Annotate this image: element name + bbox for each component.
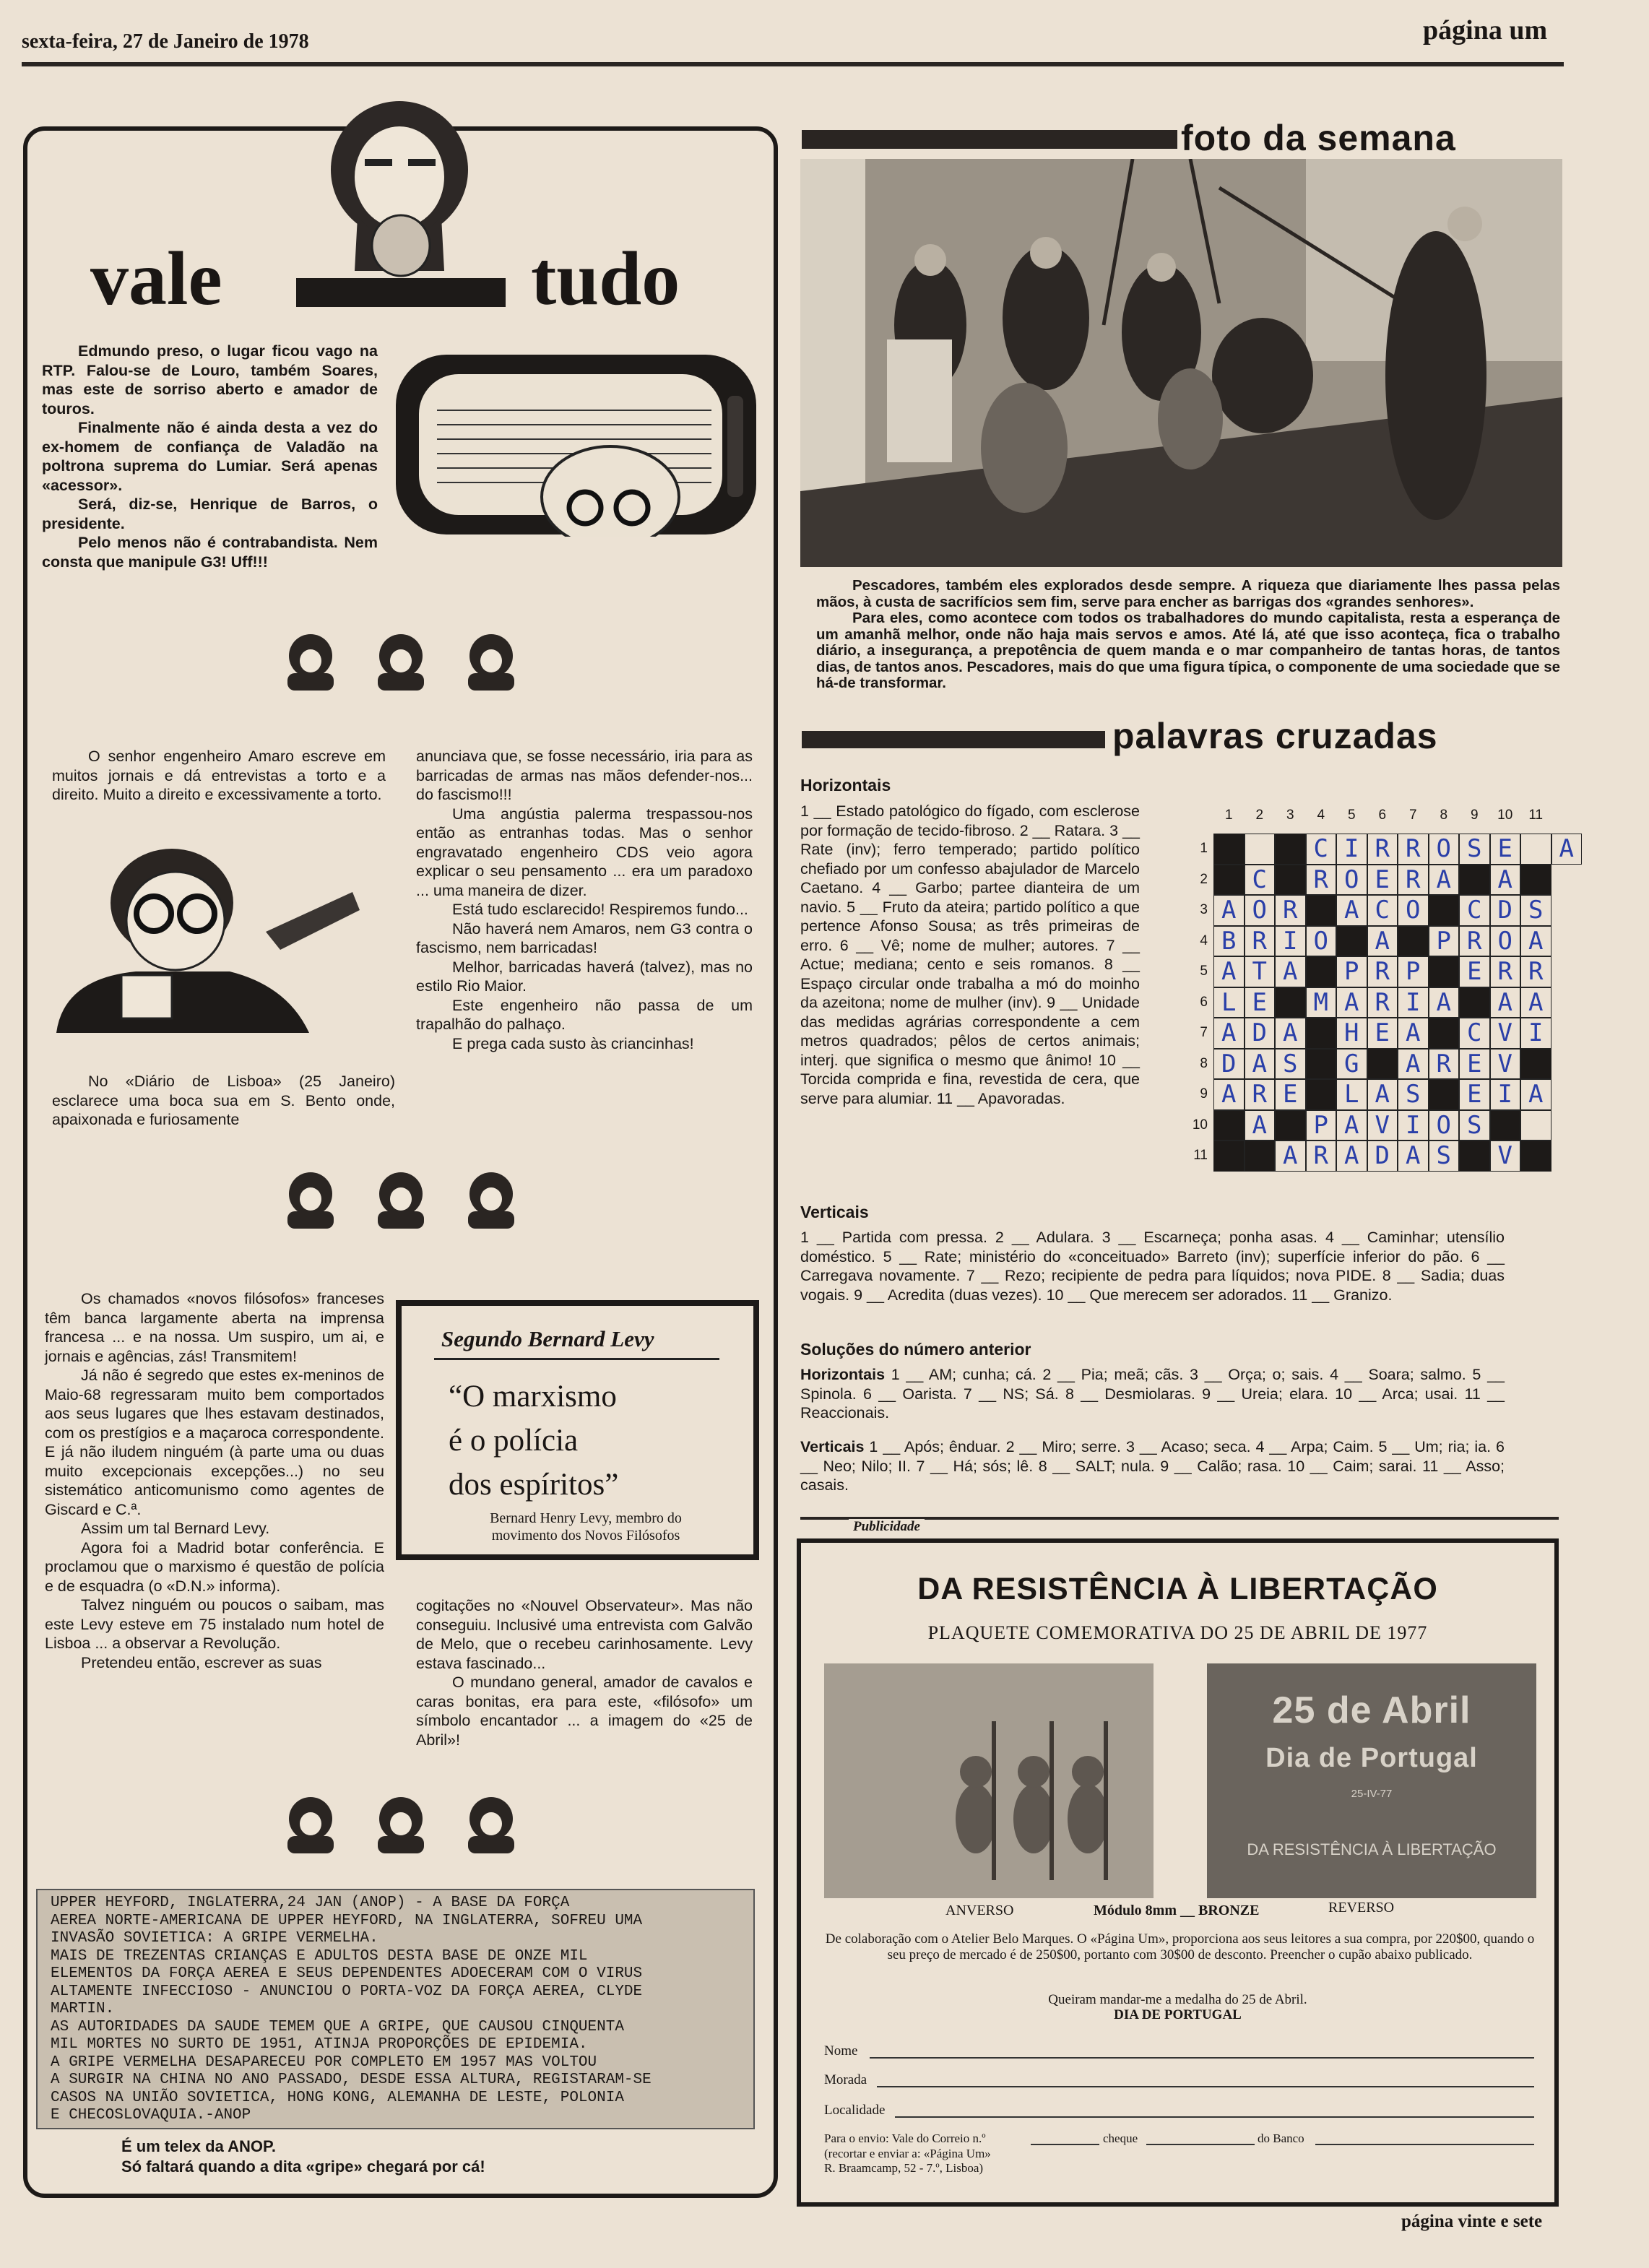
fishermen-photo [800,159,1562,567]
grid-black-cell [1306,1018,1337,1049]
amaro-paragraph: Está tudo esclarecido! Respiremos fundo... [452,901,748,918]
handwritten-letter: A [1221,1080,1237,1109]
amaro-paragraph: Não haverá nem Amaros, nem G3 contra o fascismo, nem barricadas! [416,919,753,956]
ad-label: Publicidade [849,1519,925,1535]
grid-col-number: 6 [1378,808,1387,823]
ad-box [797,1538,1559,2207]
grid-row-number: 8 [1200,1055,1208,1071]
verticais-clues: 1 __ Partida com pressa. 2 __ Adulara. 3 __ Escarneça; ponha asas. 4 __ Caminhar; utensílio doméstico. 5 __ Rate; ministério do «conceituado» Barreto (inv); superfície inferior do pão. 6 __ Carregava novamente. 7 __ Rezo; recipiente de pedra para líquidos; nova PIDE. 8 __ Sadia; duas vogais. 9 __ Acredita (duas vezes). 10 __ Que merecem ser adorados. 11 __ Granizo. [800,1229,1505,1304]
handwritten-letter: E [1252,987,1267,1017]
order-line-2: DIA DE PORTUGAL [1114,2007,1242,2022]
grid-black-cell [1213,865,1245,896]
handwritten-letter: E [1467,1080,1482,1109]
grid-row-number: 5 [1200,964,1208,979]
handwritten-letter: A [1497,987,1512,1017]
grid-row-number: 1 [1200,841,1208,856]
telex-line: ELEMENTOS DA FORÇA AEREA E SEUS DEPENDENTES ADOECERAM COM O VIRUS [51,1965,643,1982]
horizontais-clues: 1 __ Estado patológico do fígado, com esclerose por formação de tecido-fibroso. 2 __ Ratara. 3 __ Rate (inv); ferro temperado; partido político chefiado por um confesso abajulador de Marcelo Caetano. 4 __ Garbo; partee dianteira de um navio. 5 __ Fruto da ateira; partido político a que pertence Afonso Sousa; as três primeiras de erro. 6 __ Vê; nome de mulher; autores. 7 __ Actue; mediana; cento e seis romanos. 8 __ Espaço circular onde trabalha a mó do moinho da azeitona; nome de mulher (inv). 9 __ Unidade das medidas agrárias correspondente a cem metros quadrados; pêlos de certos animais; interj. que significa o mesmo que ânimo! 10 __ Torcida comprida e fina, revestida de cera, que serve para alumiar. 11 __ Apavoradas. [800,802,1140,1107]
handwritten-letter: R [1252,926,1267,956]
grid-col-number: 7 [1408,808,1417,823]
grid-row-number: 3 [1200,902,1208,917]
intro-text [42,342,378,571]
grid-black-cell [1306,895,1337,926]
handwritten-letter: C [1467,896,1482,925]
levy-paragraph: Já não é segredo que estes ex-meninos de Maio-68 regressaram muito bem comportados aos seus lugares que lhes estavam destinados, com os prestígios e a maçaroca correspondente. E já não iludem ninguém (à parte uma ou duas muito excepcionais excepções...) no seu sistemático anticomunismo como agentes de Giscard e C.ª. [45,1367,384,1518]
medal-obverse-image [824,1663,1154,1898]
amaro-paragraph: anunciava que, se fosse necessário, iria para as barricadas de armas nas mãos defender-nos... do fascismo!!! [416,748,753,803]
handwritten-letter: A [1283,1141,1298,1170]
handwritten-letter: O [1344,865,1359,894]
handwritten-letter: I [1283,926,1298,956]
levy-quote-box [396,1300,759,1560]
telex-footer-line: Só faltará quando a dita «gripe» chegará por cá! [121,2157,485,2176]
handwritten-letter: R [1283,896,1298,925]
handwritten-letter: P [1313,1110,1328,1140]
marx-tongue-illustration [293,90,509,311]
handwritten-letter: D [1252,1018,1267,1047]
handwritten-letter: T [1252,957,1267,986]
handwritten-letter: R [1497,957,1512,986]
handwritten-letter: V [1497,1049,1512,1078]
intro-paragraph: Finalmente não é ainda desta a vez do ex-homem de confiança de Valadão na poltrona suprema do Lumiar. Será apenas «acessor». [42,419,378,494]
handwritten-letter: A [1559,834,1574,863]
telex-line: E CHECOSLOVAQUIA.-ANOP [51,2107,251,2124]
quote-rule [434,1358,719,1360]
grid-black-cell [1213,1141,1245,1172]
grid-black-cell [1275,1110,1306,1141]
handwritten-letter: R [1406,865,1421,894]
foto-caption-paragraph: Para eles, como acontece com todos os trabalhadores do mundo capitalista, resta a esperança de um amanhã melhor, onde não haja mais servos e amos. Até lá, até que isso aconteça, fica o trabalho diário, a insegurança, a prepotência de quem manda e o mar companheiro de tantas horas, de tantos dias, de tantos anos. Pescadores, mais do que uma figura típica, o componente de uma sociedade que se há-de transformar. [816,610,1560,691]
levy-paragraph: O mundano general, amador de cavalos e caras bonitas, era para este, «filósofo» um símbolo encantador ... a imagem do «25 de Abril»! [416,1674,753,1749]
telex-line: MAIS DE TREZENTAS CRIANÇAS E ADULTOS DESTA BASE DE ONZE MIL [51,1947,588,1965]
tudo-title: tudo [531,236,680,321]
sol-v-label: Verticais [800,1438,865,1455]
amaro-paragraph: Uma angústia palerma trespassou-nos então as entranhas todas. Mas o senhor engravatado engenheiro CDS veio agora explicar o seu pensamento ... era um paradoxo ... uma maneira de dizer. [416,805,753,899]
grid-row-number: 11 [1193,1148,1208,1163]
marx-head-separator [282,628,520,693]
grid-col-number: 1 [1224,808,1233,823]
amaro-paragraph: No «Diário de Lisboa» (25 Janeiro) esclarece uma boca sua em S. Bento onde, apaixonada e furiosamente [52,1073,395,1128]
handwritten-letter: P [1406,957,1421,986]
intro-paragraph: Será, diz-se, Henrique de Barros, o presidente. [42,495,378,532]
handwritten-letter: A [1375,926,1390,956]
page-name: página um [1423,15,1548,46]
sol-h-text: 1 __ AM; cunha; cá. 2 __ Pia; meã; cãs. 3 __ Orça; o; sais. 4 __ Soara; salmo. 5 __ Spinola. 6 __ Oarista. 7 __ NS; Sá. 8 __ Desmiolaras. 9 __ Ureia; elara. 10 __ Arca; usai. 11 __ Reaccionais. [800,1366,1505,1421]
medal-title: 25 de Abril [1272,1689,1471,1731]
grid-black-cell [1336,926,1367,957]
levy-paragraph: Agora foi a Madrid botar conferência. E proclamou que o marxismo é questão de polícia e de esquadra (o «D.N.» informa). [45,1538,384,1595]
banco-input-line[interactable] [1315,2144,1534,2145]
handwritten-letter: A [1528,987,1544,1017]
verticais-title: Verticais [800,1203,869,1221]
handwritten-letter: R [1467,926,1482,956]
handwritten-letter: D [1221,1049,1237,1078]
telex-footer [121,2137,485,2177]
medal-reverse-image [1207,1663,1536,1898]
handwritten-letter: A [1221,957,1237,986]
handwritten-letter: O [1436,834,1451,863]
grid-black-cell [1429,1079,1460,1110]
grid-black-cell [1275,834,1306,865]
sol-v-text: 1 __ Após; ênduar. 2 __ Miro; serre. 3 __ Acaso; seca. 4 __ Arpa; Caim. 5 __ Um; ria; ia. 6 __ Neo; Nilo; II. 7 __ Há; sós; lê. 8 __ SALT; nula. 9 __ Calão; rasa. 10 __ Caim; sarai. 11 __ Asso; casais. [800,1438,1505,1494]
telex-line: MIL MORTES NO SURTO DE 1951, ATINJA PROPORÇÕES DE EPIDEMIA. [51,2036,588,2053]
telex-line: AS AUTORIDADES DA SAUDE TEMEM QUE A GRIPE, QUE CAUSOU CINQUENTA [51,2018,624,2035]
grid-cell[interactable] [1520,834,1551,865]
handwritten-letter: A [1497,865,1512,894]
handwritten-letter: V [1497,1141,1512,1170]
handwritten-letter: A [1344,1141,1359,1170]
grid-black-cell [1429,956,1460,987]
grid-black-cell [1245,1141,1276,1172]
amaro-paragraph: Este engenheiro não passa de um trapalhão do palhaço. [416,996,753,1033]
footer-page: página vinte e sete [1401,2212,1543,2231]
handwritten-letter: R [1313,1141,1328,1170]
nome-input-line[interactable] [870,2057,1534,2059]
handwritten-letter: O [1406,896,1421,925]
handwritten-letter: R [1406,834,1421,863]
grid-black-cell [1490,1110,1521,1141]
grid-black-cell [1367,1049,1398,1080]
grid-black-cell [1213,834,1245,865]
telex-line: INVASÃO SOVIETICA: A GRIPE VERMELHA. [51,1930,378,1947]
grid-col-number: 9 [1470,808,1479,823]
handwritten-letter: D [1375,1141,1390,1170]
handwritten-letter: V [1497,1018,1512,1047]
cheque-input-line[interactable] [1146,2144,1255,2145]
handwritten-letter: B [1221,926,1237,956]
levy-paragraph: Talvez ninguém ou poucos o saibam, mas este Levy esteve em 75 instalado num hotel de Lisboa ... a observar a Revolução. [45,1596,384,1652]
grid-col-number: 5 [1347,808,1356,823]
handwritten-letter: M [1313,987,1328,1017]
foto-caption-paragraph: Pescadores, também eles explorados desde sempre. A riqueza que diariamente lhes passa pelas mãos, à custa de sacrifícios sem fim, serve para encher as barrigas dos «grandes senhores». [816,577,1560,610]
handwritten-letter: S [1406,1080,1421,1109]
handwritten-letter: A [1252,1110,1267,1140]
grid-col-number: 2 [1255,808,1264,823]
quote-line: é o polícia [449,1424,579,1458]
medal-subtitle: Dia de Portugal [1265,1743,1478,1773]
handwritten-letter: R [1375,987,1390,1017]
handwritten-letter: A [1406,1141,1421,1170]
order-line: Queiram mandar-me a medalha do 25 de Abril. [1048,1992,1307,2007]
ad-subtitle: PLAQUETE COMEMORATIVA DO 25 DE ABRIL DE 1977 [927,1622,1428,1643]
grid-col-number: 4 [1317,808,1325,823]
handwritten-letter: A [1283,1018,1298,1047]
vale-input-line[interactable] [1031,2144,1099,2145]
header-rule [22,62,1564,66]
grid-black-cell [1459,987,1490,1018]
telex-line: UPPER HEYFORD, INGLATERRA,24 JAN (ANOP) - A BASE DA FORÇA [51,1895,570,1911]
handwritten-letter: E [1467,957,1482,986]
handwritten-letter: R [1313,865,1328,894]
levy-col1 [45,1289,384,1672]
handwritten-letter: S [1528,896,1544,925]
marx-head-separator [282,1167,520,1232]
foto-title: foto da semana [1181,118,1456,158]
grid-black-cell [1398,926,1429,957]
grid-black-cell [1520,1141,1551,1172]
grid-row-number: 4 [1200,932,1208,948]
handwritten-letter: A [1406,1049,1421,1078]
intro-paragraph: Edmundo preso, o lugar ficou vago na RTP. Falou-se de Louro, também Soares, mas este de sorriso aberto e amador de touros. [42,342,378,417]
reverso-label: REVERSO [1328,1900,1395,1916]
grid-black-cell [1520,865,1551,896]
handwritten-letter: L [1221,987,1237,1017]
horizontais-title: Horizontais [800,776,891,795]
grid-black-cell [1520,1049,1551,1080]
amaro-paragraph: O senhor engenheiro Amaro escreve em muitos jornais e dá entrevistas a torto e a direito. Muito a direito e excessivamente a torto. [52,748,386,803]
amaro-paragraph: E prega cada susto às criancinhas! [452,1034,694,1052]
grid-black-cell [1306,1079,1337,1110]
telex-line: A GRIPE VERMELHA DESAPARECEU POR COMPLETO EM 1957 MAS VOLTOU [51,2053,597,2071]
crossword-title-bar [802,731,1105,748]
handwritten-letter: E [1497,834,1512,863]
modulo-label: Módulo 8mm __ BRONZE [1094,1903,1260,1918]
telex-line: AEREA NORTE-AMERICANA DE UPPER HEYFORD, NA INGLATERRA, SOFREU UMA [51,1912,643,1929]
nome-label: Nome [824,2043,858,2059]
handwritten-letter: O [1313,926,1328,956]
telex-line: CASOS NA UNIÃO SOVIETICA, HONG KONG, ALEMANHA DE LESTE, POLONIA [51,2089,624,2106]
grid-col-number: 3 [1286,808,1294,823]
handwritten-letter: A [1375,1080,1390,1109]
handwritten-letter: S [1467,834,1482,863]
handwritten-letter: A [1436,865,1451,894]
handwritten-letter: V [1375,1110,1390,1140]
cheque-label: cheque [1103,2131,1138,2145]
handwritten-letter: O [1436,1110,1451,1140]
handwritten-letter: I [1497,1080,1512,1109]
amaro-col1b [52,1072,395,1130]
solutions-title: Soluções do número anterior [800,1340,1031,1359]
grid-col-number: 10 [1497,808,1513,823]
handwritten-letter: A [1221,1018,1237,1047]
levy-paragraph: Assim um tal Bernard Levy. [81,1520,270,1537]
grid-row-number: 10 [1192,1117,1208,1133]
grid-col-number: 8 [1440,808,1448,823]
foto-caption [816,578,1560,692]
vale-title: vale [90,236,222,321]
localidade-label: Localidade [824,2103,886,2118]
medal-bottom-text: DA RESISTÊNCIA À LIBERTAÇÃO [1247,1840,1497,1858]
quote-header: Segundo Bernard Levy [441,1326,654,1351]
handwritten-letter: G [1344,1049,1359,1078]
localidade-input-line[interactable] [895,2116,1534,2118]
sol-h-label: Horizontais [800,1366,886,1383]
quote-line: “O marxismo [449,1380,617,1414]
levy-col2 [416,1596,753,1749]
grid-black-cell [1429,1018,1460,1049]
grid-black-cell [1306,956,1337,987]
handwritten-letter: A [1283,957,1298,986]
amaro-caricature [49,841,389,1033]
grid-black-cell [1275,865,1306,896]
quote-caption: Bernard Henry Levy, membro do movimento dos Novos Filósofos [490,1510,682,1544]
handwritten-letter: A [1528,926,1544,956]
ad-title: DA RESISTÊNCIA À LIBERTAÇÃO [917,1572,1438,1606]
grid-black-cell [1306,1049,1337,1080]
handwritten-letter: I [1406,1110,1421,1140]
handwritten-letter: H [1344,1018,1359,1047]
handwritten-letter: S [1436,1141,1451,1170]
anverso-label: ANVERSO [945,1903,1014,1918]
grid-row-number: 2 [1200,871,1208,887]
handwritten-letter: S [1283,1049,1298,1078]
handwritten-letter: R [1375,957,1390,986]
handwritten-letter: A [1406,1018,1421,1047]
levy-paragraph: Pretendeu então, escrever as suas [81,1653,322,1671]
envio-label: Para o envio: Vale do Correio n.º [824,2131,986,2145]
crossword-title: palavras cruzadas [1112,716,1438,756]
amaro-col2 [416,747,753,1053]
handwritten-letter: R [1375,834,1390,863]
grid-col-number: 11 [1528,808,1544,823]
handwritten-letter: P [1436,926,1451,956]
intro-paragraph: Pelo menos não é contrabandista. Nem consta que manipule G3! Uff!!! [42,534,378,571]
handwritten-letter: A [1221,896,1237,925]
grid-black-cell [1213,1110,1245,1141]
handwritten-letter: O [1252,896,1267,925]
tv-illustration [394,352,758,537]
quote-line: dos espíritos” [449,1468,619,1502]
grid-black-cell [1459,1141,1490,1172]
telex-line: A SURGIR NA CHINA NO ANO PASSADO, DESDE ESSA ALTURA, REGISTARAM-SE [51,2072,652,2088]
levy-paragraph: cogitações no «Nouvel Observateur». Mas não conseguiu. Inclusivé uma entrevista com Galvão de Melo, que o recebeu carinhosamente. Levy estava fascinado... [416,1597,753,1672]
handwritten-letter: E [1283,1080,1298,1109]
handwritten-letter: R [1436,1049,1451,1078]
handwritten-letter: O [1497,926,1512,956]
handwritten-letter: A [1344,987,1359,1017]
grid-black-cell [1429,895,1460,926]
handwritten-letter: R [1528,957,1544,986]
solutions-horizontal [800,1365,1505,1423]
morada-input-line[interactable] [877,2086,1534,2087]
handwritten-letter: A [1344,896,1359,925]
solutions-vertical [800,1437,1505,1495]
telex-line: MARTIN. [51,2001,115,2017]
handwritten-letter: P [1344,957,1359,986]
grid-black-cell [1275,987,1306,1018]
handwritten-letter: A [1344,1110,1359,1140]
grid-black-cell [1459,865,1490,896]
grid-row-number: 9 [1200,1086,1208,1101]
ad-address-line: R. Braamcamp, 52 - 7.º, Lisboa) [824,2161,984,2175]
handwritten-letter: D [1497,896,1512,925]
handwritten-letter: R [1252,1080,1267,1109]
ad-address [824,2147,991,2176]
amaro-paragraph: Melhor, barricadas haverá (talvez), mas no estilo Rio Maior. [416,958,753,995]
telex-footer-line: É um telex da ANOP. [121,2137,276,2155]
marx-head-separator [282,1791,520,1856]
morada-label: Morada [824,2072,867,2087]
handwritten-letter: C [1467,1018,1482,1047]
quote-text [449,1375,618,1507]
handwritten-letter: I [1406,987,1421,1017]
handwritten-letter: E [1467,1049,1482,1078]
handwritten-letter: E [1375,1018,1390,1047]
handwritten-letter: C [1375,896,1390,925]
handwritten-letter: S [1467,1110,1482,1140]
telex-line: ALTAMENTE INFECCIOSO - ANUNCIOU O PORTA-VOZ DA FORÇA AEREA, CLYDE [51,1983,643,2000]
grid-row-number: 7 [1200,1025,1208,1040]
handwritten-letter: I [1528,1018,1544,1047]
grid-cell[interactable] [1520,1110,1551,1141]
handwritten-letter: C [1252,865,1267,894]
handwritten-letter: L [1344,1080,1359,1109]
handwritten-letter: E [1375,865,1390,894]
banco-label: do Banco [1258,2131,1304,2145]
handwritten-letter: C [1313,834,1328,863]
foto-title-bar [802,130,1177,149]
grid-row-number: 6 [1200,994,1208,1010]
levy-paragraph: Os chamados «novos filósofos» franceses têm banca largamente aberta na imprensa francesa ... e na nossa. Um suspiro, um ai, e jornais e agências, zás! Transmitem! [45,1290,384,1365]
ad-description: De colaboração com o Atelier Belo Marques. O «Página Um», proporciona aos seus leitores a sua compra, por 220$00, quando o seu preço de mercado é de 250$00, portanto com 30$00 de desconto. Preencher o cupão abaixo publicado. [825,1931,1535,1962]
issue-date: sexta-feira, 27 de Janeiro de 1978 [22,30,309,53]
ad-address-line: (recortar e enviar a: «Página Um» [824,2147,991,2160]
crossword-grid [1185,802,1574,1177]
anop-telex [36,1889,755,2129]
amaro-col1 [52,747,386,805]
grid-cell[interactable] [1245,834,1276,865]
medal-date: 25-IV-77 [1351,1788,1393,1800]
handwritten-letter: A [1436,987,1451,1017]
handwritten-letter: A [1252,1049,1267,1078]
handwritten-letter: I [1344,834,1359,863]
handwritten-letter: A [1528,1080,1544,1109]
